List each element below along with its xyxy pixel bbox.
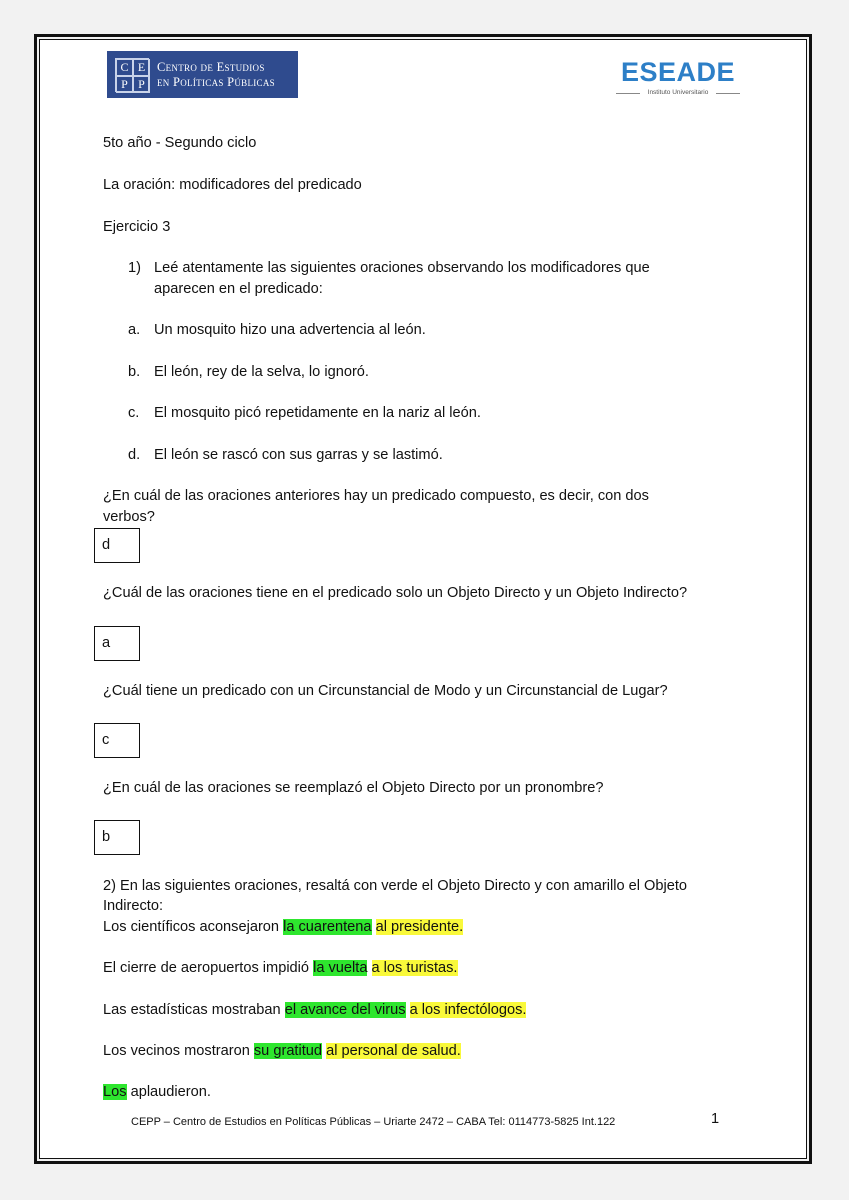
question-text: ¿En cuál de las oraciones se reemplazó el Objeto Directo por un pronombre?: [103, 780, 604, 796]
sentence-text: El león se rascó con sus garras y se lastimó.: [154, 447, 443, 463]
sentence-plain: El cierre de aeropuertos impidió: [103, 960, 314, 976]
part2-instruction-line2: Indirecto:: [103, 898, 164, 914]
direct-object-highlight: su gratitud: [253, 1043, 323, 1059]
eseade-logo: ESEADE: [620, 57, 736, 87]
sentence-text: Un mosquito hizo una advertencia al león.: [154, 322, 426, 338]
direct-object-highlight: la cuarentena: [283, 919, 372, 935]
sentence-plain: aplaudieron.: [126, 1084, 211, 1100]
indirect-object-highlight: a los infectólogos.: [409, 1002, 527, 1018]
cepp-monogram: [115, 58, 149, 92]
cepp-letter: C: [116, 59, 133, 76]
indirect-object-highlight: a los turistas.: [371, 960, 458, 976]
cepp-letter: P: [133, 76, 150, 93]
answer-box[interactable]: a: [94, 626, 140, 661]
sentence-letter: a.: [128, 322, 141, 338]
answer-box[interactable]: d: [94, 528, 140, 563]
sentence-text: El león, rey de la selva, lo ignoró.: [154, 364, 369, 380]
cepp-letter: E: [133, 59, 150, 76]
part1-instruction-line2: aparecen en el predicado:: [154, 281, 323, 297]
cepp-name-line2: en Políticas Públicas: [157, 74, 275, 89]
sentence-plain: Las estadísticas mostraban: [103, 1002, 285, 1018]
cepp-logo: [107, 51, 298, 98]
highlight-sentence: [103, 1082, 211, 1102]
direct-object-highlight: el avance del virus: [284, 1002, 406, 1018]
question-text: ¿Cuál tiene un predicado con un Circunstancial de Modo y un Circunstancial de Lugar?: [103, 683, 668, 699]
page-number: 1: [711, 1111, 720, 1127]
topic-title: La oración: modificadores del predicado: [103, 177, 362, 193]
highlight-sentence: [103, 1041, 461, 1061]
sentence-letter: b.: [128, 364, 141, 380]
sentence-space: [367, 960, 371, 976]
cepp-name: [157, 60, 275, 90]
sentence-text: El mosquito picó repetidamente en la nariz al león.: [154, 405, 481, 421]
cepp-letter: P: [116, 76, 133, 93]
answer-box[interactable]: c: [94, 723, 140, 758]
sentence-plain: Los científicos aconsejaron: [103, 919, 284, 935]
part2-instruction-line1: 2) En las siguientes oraciones, resaltá con verde el Objeto Directo y con amarillo el Objeto: [103, 878, 688, 894]
sentence-space: [372, 919, 376, 935]
eseade-subtitle: Instituto Universitario: [647, 89, 709, 96]
highlight-sentence: [103, 1000, 526, 1020]
question-text-continued: verbos?: [103, 509, 155, 525]
question-text: ¿Cuál de las oraciones tiene en el predicado solo un Objeto Directo y un Objeto Indirecto?: [103, 585, 688, 601]
answer-box[interactable]: b: [94, 820, 140, 855]
part1-instruction-line1: Leé atentamente las siguientes oraciones observando los modificadores que: [154, 260, 650, 276]
highlight-sentence: [103, 917, 463, 937]
cepp-name-line1: Centro de Estudios: [157, 59, 265, 74]
direct-object-highlight: la vuelta: [313, 960, 368, 976]
indirect-object-highlight: al presidente.: [375, 919, 464, 935]
exercise-title: Ejercicio 3: [103, 219, 171, 235]
direct-object-highlight: Los: [103, 1084, 127, 1100]
sentence-letter: d.: [128, 447, 141, 463]
sentence-letter: c.: [128, 405, 140, 421]
eseade-rule-right: [716, 93, 740, 94]
sentence-plain: Los vecinos mostraron: [103, 1043, 254, 1059]
footer-address: CEPP – Centro de Estudios en Políticas Públicas – Uriarte 2472 – CABA Tel: 0114773-5825 Int.122: [131, 1116, 616, 1128]
indirect-object-highlight: al personal de salud.: [326, 1043, 461, 1059]
highlight-sentence: [103, 958, 458, 978]
course-label: 5to año - Segundo ciclo: [103, 135, 257, 151]
question-text: ¿En cuál de las oraciones anteriores hay un predicado compuesto, es decir, con dos: [103, 488, 649, 504]
part1-number: 1): [128, 260, 141, 276]
